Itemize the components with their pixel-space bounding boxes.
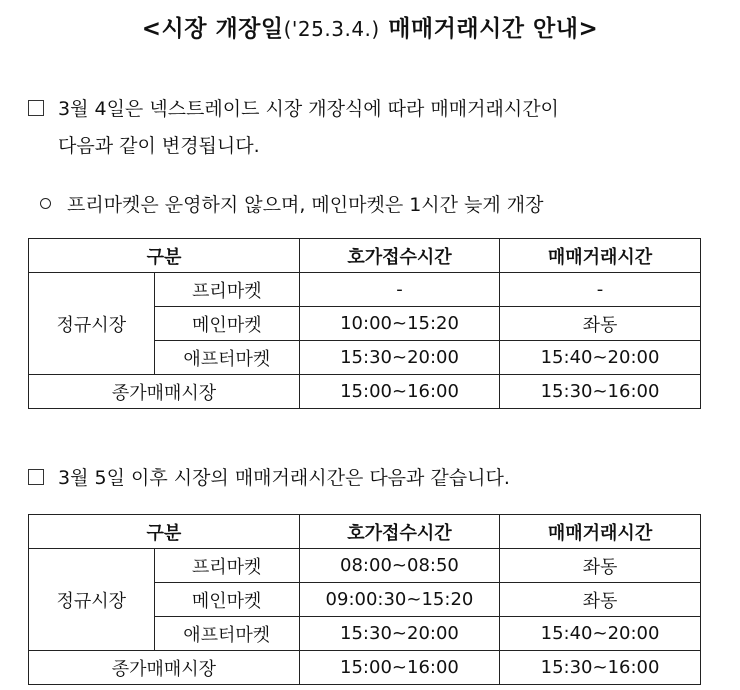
table-row (29, 375, 701, 409)
trade-time: 좌동 (500, 549, 701, 583)
table-row (29, 549, 701, 583)
checkbox-square-icon (28, 100, 44, 116)
order-time: 15:00~16:00 (300, 375, 500, 409)
bullet-text: 프리마켓은 운영하지 않으며, 메인마켓은 1시간 늦게 개장 (67, 194, 544, 216)
table-header-row (29, 515, 701, 549)
header-order-time: 호가접수시간 (300, 239, 500, 273)
header-category: 구분 (29, 239, 300, 273)
bullet-item (40, 190, 544, 217)
order-time: 15:30~20:00 (300, 341, 500, 375)
notice2-text: 3월 5일 이후 시장의 매매거래시간은 다음과 같습니다. (58, 467, 510, 489)
notice-paragraph-1 (28, 91, 718, 165)
trade-time: 좌동 (500, 583, 701, 617)
market-name: 프리마켓 (154, 549, 299, 583)
page-title (0, 10, 740, 43)
order-time: 15:30~20:00 (299, 617, 499, 651)
trade-time: 15:40~20:00 (500, 617, 701, 651)
order-time: - (300, 273, 500, 307)
order-time: 10:00~15:20 (300, 307, 500, 341)
market-name: 종가매매시장 (29, 375, 300, 409)
group-label: 정규시장 (29, 549, 155, 651)
table-header-row (29, 239, 701, 273)
market-name: 메인마켓 (154, 307, 299, 341)
order-time: 08:00~08:50 (299, 549, 499, 583)
header-order-time: 호가접수시간 (299, 515, 499, 549)
notice1-line2: 다음과 같이 변경됩니다. (58, 135, 260, 157)
title-suffix: 매매거래시간 안내> (379, 16, 599, 42)
trade-time: - (500, 273, 701, 307)
schedule-table-march-5 (28, 514, 701, 685)
trade-time: 15:30~16:00 (500, 651, 701, 685)
market-name: 프리마켓 (154, 273, 299, 307)
trade-time: 좌동 (500, 307, 701, 341)
order-time: 09:00:30~15:20 (299, 583, 499, 617)
group-label: 정규시장 (29, 273, 155, 375)
circle-bullet-icon (40, 198, 51, 209)
header-trade-time: 매매거래시간 (500, 239, 701, 273)
market-name: 메인마켓 (154, 583, 299, 617)
market-name: 애프터마켓 (154, 617, 299, 651)
schedule-table-march-4 (28, 238, 701, 409)
trade-time: 15:30~16:00 (500, 375, 701, 409)
notice1-line1: 3월 4일은 넥스트레이드 시장 개장식에 따라 매매거래시간이 (58, 98, 559, 120)
market-name: 종가매매시장 (29, 651, 300, 685)
checkbox-square-icon (28, 469, 44, 485)
header-trade-time: 매매거래시간 (500, 515, 701, 549)
order-time: 15:00~16:00 (299, 651, 499, 685)
title-prefix: <시장 개장일 (141, 16, 284, 42)
trade-time: 15:40~20:00 (500, 341, 701, 375)
table-row (29, 273, 701, 307)
header-category: 구분 (29, 515, 300, 549)
market-name: 애프터마켓 (154, 341, 299, 375)
table-row (29, 651, 701, 685)
title-date: ('25.3.4.) (283, 17, 380, 41)
notice-paragraph-2 (28, 460, 718, 497)
